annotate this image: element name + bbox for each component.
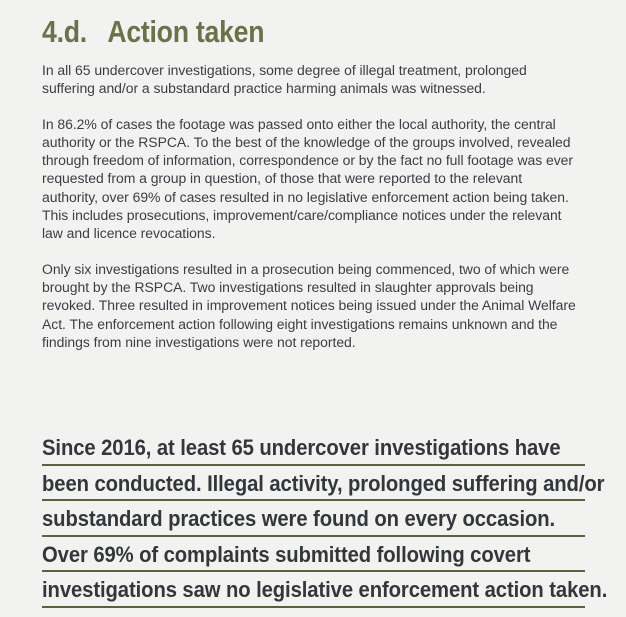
- callout-line: [42, 537, 585, 573]
- body-paragraph-3: Only six investigations resulted in a prosecution being commenced, two of which were brought by the RSPCA. Two investigations resulted in slaughter approvals being revoked. Three resulted in improvement notices being issued under the Animal Welfare Act. The enforcement action following eight investigations remains unknown and the findings from nine investigations were not reported.: [42, 261, 576, 351]
- callout-line-text: investigations saw no legislative enforcement action taken.: [42, 577, 608, 603]
- callout-line-text: Over 69% of complaints submitted following covert: [42, 541, 531, 567]
- callout-line-text: substandard practices were found on every occasion.: [42, 506, 556, 532]
- callout-line: [42, 430, 585, 466]
- key-findings-callout: [42, 430, 608, 608]
- body-paragraph-2: In 86.2% of cases the footage was passed onto either the local authority, the central authority or the RSPCA. To the best of the knowledge of the groups involved, revealed through freedom of information, correspondence or by the fact no full footage was ever requested from a group in question, of those that were reported to the relevant authority, over 69% of cases resulted in no legislative enforcement action being taken. This includes prosecutions, improvement/care/compliance notices under the relevant law and licence revocations.: [42, 116, 574, 243]
- page-title: 4.d. Action taken: [42, 14, 265, 49]
- callout-line-text: Since 2016, at least 65 undercover investigations have: [42, 435, 561, 460]
- callout-line: [42, 466, 605, 502]
- body-paragraph-1: In all 65 undercover investigations, some degree of illegal treatment, prolonged suffering and/or a substandard practice harming animals was witnessed.: [42, 63, 527, 98]
- callout-line-text: been conducted. Illegal activity, prolonged suffering and/or: [42, 470, 605, 496]
- callout-line: [42, 572, 608, 608]
- body-text-block: [42, 50, 584, 352]
- callout-line: [42, 501, 585, 537]
